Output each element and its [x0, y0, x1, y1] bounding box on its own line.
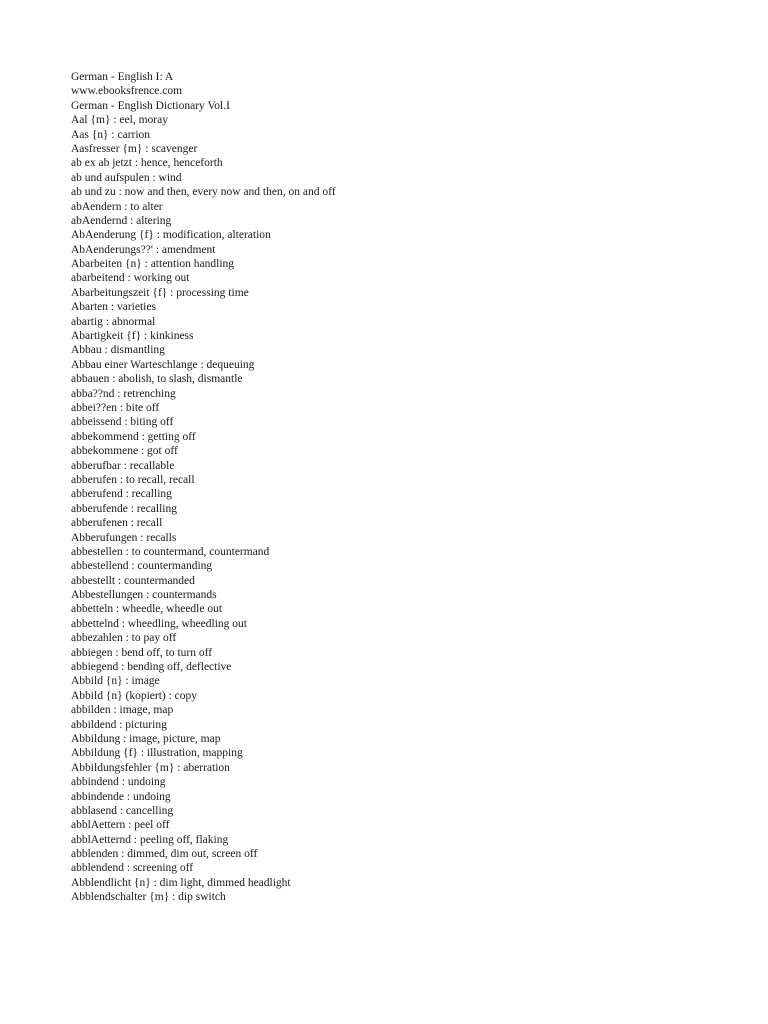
dictionary-entry: abberufenen : recall [71, 517, 163, 530]
dictionary-entry: abberufbar : recallable [71, 459, 175, 472]
dictionary-entry: abbezahlen : to pay off [71, 632, 177, 645]
dictionary-entry: Abartigkeit {f} : kinkiness [71, 330, 194, 343]
dictionary-entry: Abarbeitungszeit {f} : processing time [71, 286, 249, 299]
dictionary-entry: AbAenderungs??' : amendment [71, 243, 216, 256]
dictionary-entry: abbildend : picturing [71, 718, 167, 731]
dictionary-entry: abberufende : recalling [71, 502, 177, 515]
dictionary-entry: abblasend : cancelling [71, 804, 174, 817]
dictionary-entry: abbekommend : getting off [71, 430, 196, 443]
dictionary-entry: abba??nd : retrenching [71, 387, 176, 400]
dictionary-entry: Abbestellungen : countermands [71, 589, 217, 602]
dictionary-entry: abAendernd : altering [71, 214, 172, 227]
dictionary-entry: abbestellen : to countermand, countermand [71, 545, 270, 558]
dictionary-entry: abbestellt : countermanded [71, 574, 195, 587]
dictionary-entry: Aasfresser {m} : scavenger [71, 142, 198, 155]
dictionary-entry: Abblendschalter {m} : dip switch [71, 891, 226, 904]
dictionary-entry: Abbildungsfehler {m} : aberration [71, 761, 230, 774]
dictionary-entry: abbiegen : bend off, to turn off [71, 646, 213, 659]
dictionary-entry: Abbau : dismantling [71, 344, 165, 357]
dictionary-entry: abbindende : undoing [71, 790, 171, 803]
dictionary-entry: Abbildung : image, picture, map [71, 732, 221, 745]
dictionary-subtitle: German - English Dictionary Vol.I [71, 99, 230, 112]
dictionary-entry: abbetteln : wheedle, wheedle out [71, 603, 223, 616]
dictionary-entry: abbettelnd : wheedling, wheedling out [71, 617, 247, 630]
dictionary-entry: ab und aufspulen : wind [71, 171, 182, 184]
dictionary-entry: abblAetternd : peeling off, flaking [71, 833, 229, 846]
dictionary-entry: abarbeitend : working out [71, 272, 190, 285]
dictionary-entry: abbilden : image, map [71, 704, 174, 717]
dictionary-entry: Abblendlicht {n} : dim light, dimmed headlight [71, 876, 291, 889]
dictionary-entry: Abbild {n} : image [71, 675, 160, 688]
dictionary-entry: abbiegend : bending off, deflective [71, 661, 232, 674]
dictionary-entry: abbestellend : countermanding [71, 560, 213, 573]
dictionary-entry: abblenden : dimmed, dim out, screen off [71, 848, 258, 861]
dictionary-entry: ab und zu : now and then, every now and then, on and off [71, 186, 336, 199]
dictionary-entry: ab ex ab jetzt : hence, henceforth [71, 157, 223, 170]
dictionary-entry: abAendern : to alter [71, 200, 163, 213]
dictionary-entry: abartig : abnormal [71, 315, 156, 328]
dictionary-entry: abbei??en : bite off [71, 401, 160, 414]
dictionary-entry: Abarten : varieties [71, 301, 156, 314]
dictionary-entry: AbAenderung {f} : modification, alteration [71, 229, 271, 242]
dictionary-entry: Abberufungen : recalls [71, 531, 177, 544]
dictionary-entry: abblendend : screening off [71, 862, 194, 875]
dictionary-entry: Abbild {n} (kopiert) : copy [71, 689, 198, 702]
dictionary-entry: abberufend : recalling [71, 488, 172, 501]
dictionary-entry: Abarbeiten {n} : attention handling [71, 258, 235, 271]
source-url: www.ebooksfrence.com [71, 85, 183, 98]
dictionary-text [71, 70, 711, 905]
dictionary-entry: Abbau einer Warteschlange : dequeuing [71, 358, 255, 371]
dictionary-entry: abbekommene : got off [71, 445, 178, 458]
document-title: German - English I: A [71, 71, 174, 83]
dictionary-entry: Abbildung {f} : illustration, mapping [71, 747, 243, 760]
dictionary-entry: abbeissend : biting off [71, 416, 174, 429]
dictionary-entry: abberufen : to recall, recall [71, 473, 195, 486]
dictionary-entry: abbauen : abolish, to slash, dismantle [71, 373, 243, 386]
dictionary-entry: Aas {n} : carrion [71, 128, 151, 141]
dictionary-entry: abblAettern : peel off [71, 819, 170, 832]
dictionary-entry: abbindend : undoing [71, 776, 166, 789]
dictionary-entry: Aal {m} : eel, moray [71, 114, 168, 127]
